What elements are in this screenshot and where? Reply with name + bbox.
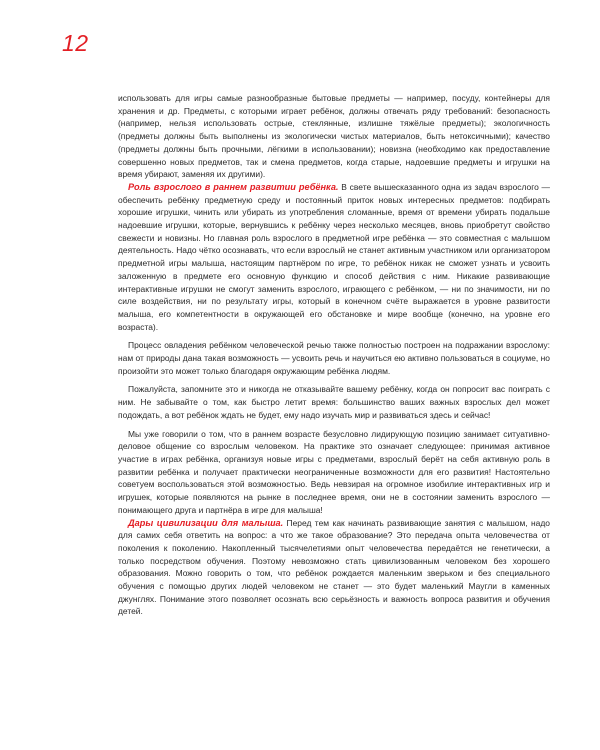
body-text xyxy=(118,92,550,618)
page-number: 12 xyxy=(62,30,89,56)
paragraph-5: Мы уже говорили о том, что в раннем возрасте безусловно лидирующую позицию занимает ситуативно-деловое общение со взрослым человеком. На практике это означает следующее: принимая активное участие в играх ребёнка, организуя новые игры с предметами, взрослый берёт на себя активную роль в развитии ребёнка и получает практически неограниченные возможности для его развития! Настоятельно советуем воспользоваться этой возможностью. Ведь невзирая на огромное изобилие интерактивных игр и игрушек, которые появляются на рынке в последнее время, они не в состоянии заменить взрослого — понимающего друга и партнёра в игре для малыша! xyxy=(118,428,550,515)
paragraph-6 xyxy=(118,517,550,619)
paragraph-2 xyxy=(118,181,550,333)
paragraph-1: использовать для игры самые разнообразные бытовые предметы — например, посуду, контейнеры для хранения и др. Предметы, с которыми играет ребёнок, должны отвечать ряду требований: безопасность (например, нельзя использовать острые, стеклянные, излишне тяжёлые предметы); экологичность (предметы должны быть выполнены из экологически чистых материалов, быть нетоксичными); качество (предметы должны быть прочными, лёгкими в использовании); новизна (необходимо как предоставление совершенно новых предметов, так и смена предметов, когда старые, надоевшие предметы и игрушки на время убирают, заменяя их другими). xyxy=(118,93,550,180)
section-heading-civilization: Дары цивилизации для малыша. xyxy=(128,517,284,528)
paragraph-2-text: В свете вышесказанного одна из задач взрослого — обеспечить ребёнку предметную среду и постоянный приток новых интересных предметов: подбирать хорошие игрушки, чинить или убирать из употребления сломанные, время от времени убирать подальше надоевшие игрушки, которые, вернувшись к ребёнку через несколько месяцев, вновь приобретут свойство свежести и новизны. Но главная роль взрослого в предметной игре ребёнка — это совместная с малышом деятельность. Надо чётко осознавать, что если взрослый не станет активным участником или организатором предметной игры малыша, настоящим партнёром по игре, то ребёнок никак не сможет узнать и усвоить заложенную в предмете его основную функцию и способ действия с ним. Никакие развивающие интерактивные игрушки не смогут заменить взрослого, играющего с ребёнком, — ни по значимости, ни по силе воздействия, ни по результату игры, который в конечном счёте выражается в уровне развитости малыша, его компетентности в окружающей его обстановке и мире вообще (конечно, на уровне его возраста). xyxy=(118,181,550,332)
section-heading-adult-role: Роль взрослого в раннем развитии ребёнка. xyxy=(128,181,339,192)
paragraph-6-text: Перед тем как начинать развивающие занятия с малышом, надо для самих себя ответить на вопрос: а что же такое образование? Это передача опыта человечества от поколения к поколению. Накопленный тысячелетиями опыт человечества передаётся не генетически, а только посредством обучения. Поэтому невозможно стать цивилизованным человеком без хорошего образования. Можно говорить о том, что ребёнок рождается маленьким зверьком и без специального обучения с помощью других людей человеком не станет — это будет маленький Маугли в каменных джунглях. Понимание этого позволяет осознать всю серьёзность и важность вопроса развития и обучения детей. xyxy=(118,517,550,617)
paragraph-3: Процесс овладения ребёнком человеческой речью также полностью построен на подражании взрослому: нам от природы дана такая возможность — усвоить речь и научиться ею активно пользоваться в социуме, но произойти это может только благодаря окружающим ребёнка людям. xyxy=(118,340,550,376)
paragraph-4: Пожалуйста, запомните это и никогда не отказывайте вашему ребёнку, когда он попросит вас поиграть с ним. Не забывайте о том, как быстро летит время: большинство ваших важных взрослых дел может подождать, а вот ребёнок ждать не будет, ему надо изучать мир и развиваться здесь и сейчас! xyxy=(118,384,550,420)
